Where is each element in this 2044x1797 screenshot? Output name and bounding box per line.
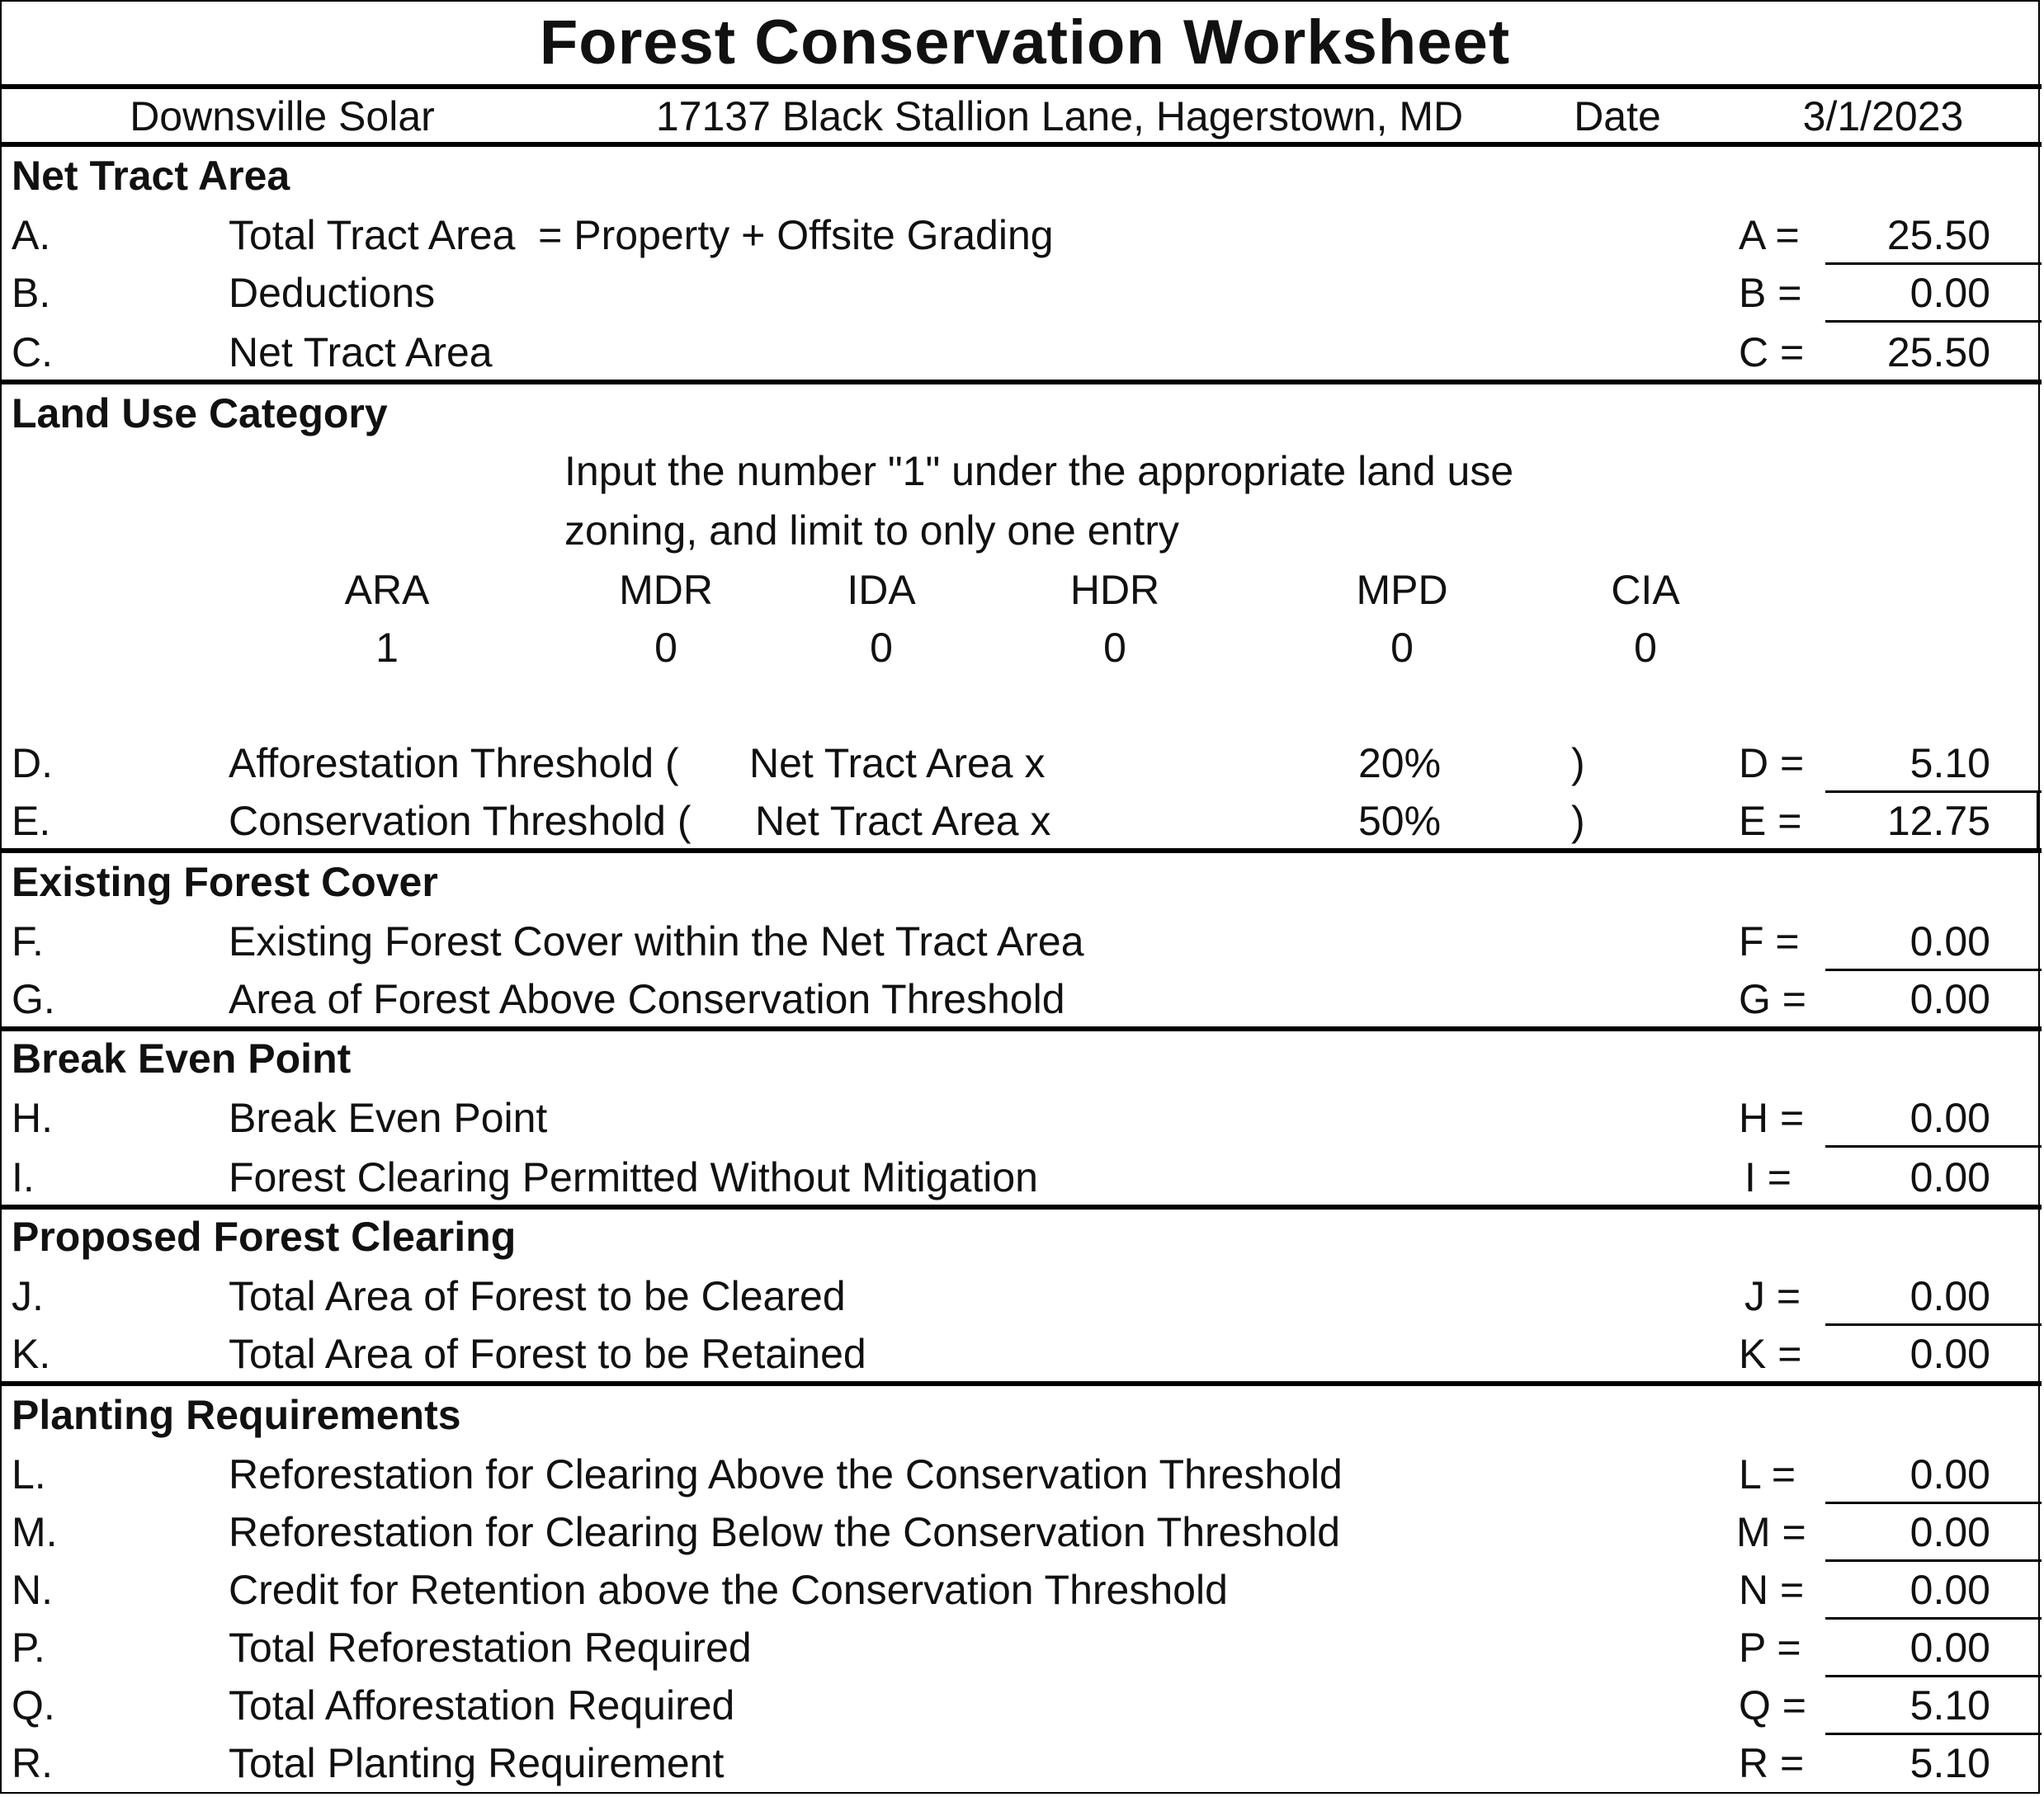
row-value: 0.00 [1909,1273,1990,1319]
row-letter: M. [12,1509,58,1555]
row-label: Deductions [229,270,436,316]
row-value: 0.00 [1909,976,1990,1022]
row-close-paren: ) [1571,740,1585,786]
land-use-value: 0 [1634,625,1657,671]
section-heading-break-even: Break Even Point [12,1035,352,1082]
row-letter: P. [12,1625,45,1671]
row-value: 0.00 [1909,1451,1990,1498]
row-var: N = [1739,1567,1805,1613]
row-var: M = [1736,1509,1806,1555]
land-use-code: HDR [1069,567,1160,613]
value-underline [1825,1502,2042,1504]
row-label: Total Tract Area = Property + Offsite Grading [229,212,1054,258]
date-label: Date [1574,93,1661,139]
land-use-value: 0 [1390,625,1414,671]
row-value: 0.00 [1909,1567,1990,1613]
row-letter: F. [12,918,44,965]
row-letter: A. [12,212,51,258]
row-close-paren: ) [1571,798,1585,844]
row-label: Total Area of Forest to be Retained [229,1331,866,1377]
row-letter: Q. [12,1682,55,1729]
row-letter: D. [12,740,53,786]
land-use-code: ARA [344,567,430,613]
border-segment [2037,790,2039,848]
row-label: Forest Clearing Permitted Without Mitigation [229,1154,1038,1200]
land-use-value: 0 [654,625,677,671]
row-var: P = [1739,1625,1801,1671]
row-value: 0.00 [1909,1095,1990,1141]
land-use-value: 0 [870,625,893,671]
row-var: Q = [1739,1682,1806,1729]
project-name: Downsville Solar [130,93,435,139]
section-heading-proposed: Proposed Forest Clearing [12,1214,517,1260]
date-value: 3/1/2023 [1802,93,1964,139]
row-var: J = [1744,1273,1801,1319]
row-var: E = [1739,798,1802,844]
section-heading-planting: Planting Requirements [12,1392,461,1438]
row-percent: 50% [1357,798,1442,844]
value-underline [1825,969,2042,971]
row-value: 0.00 [1909,1331,1990,1377]
row-var: A = [1739,212,1800,258]
instruction-line-2: zoning, and limit to only one entry [564,507,1179,554]
value-underline [1825,1733,2042,1735]
row-label: Existing Forest Cover within the Net Tract Area [229,918,1084,965]
divider [2,1026,2042,1031]
divider [2,848,2042,853]
row-letter: R. [12,1740,53,1786]
row-label: Net Tract Area [229,329,493,375]
row-percent: 20% [1357,740,1442,786]
row-letter: I. [12,1154,35,1200]
row-label: Total Planting Requirement [229,1740,725,1786]
row-label: Total Reforestation Required [229,1625,752,1671]
row-label: Credit for Retention above the Conservation Threshold [229,1567,1228,1613]
divider [2,1205,2042,1210]
row-label: Break Even Point [229,1095,548,1141]
row-basis: Net Tract Area x [755,798,1051,844]
row-value: 5.10 [1909,740,1990,786]
value-underline [1825,1559,2042,1562]
row-var: L = [1739,1451,1796,1498]
row-value: 25.50 [1886,329,1990,375]
row-value: 0.00 [1909,1509,1990,1555]
row-var: D = [1739,740,1805,786]
row-label: Total Area of Forest to be Cleared [229,1273,846,1319]
row-var: C = [1739,329,1805,375]
row-letter: E. [12,798,51,844]
divider [2,1381,2042,1386]
value-underline [1825,1617,2042,1620]
value-underline [1825,262,2042,265]
row-var: G = [1739,976,1806,1022]
divider [2,84,2042,89]
row-letter: B. [12,270,51,316]
land-use-code: MPD [1356,567,1448,613]
row-value: 12.75 [1886,798,1990,844]
row-label: Total Afforestation Required [229,1682,735,1729]
row-value: 25.50 [1886,212,1990,258]
section-heading-net-tract: Net Tract Area [12,153,290,199]
value-underline [1825,790,2042,793]
row-label: Area of Forest Above Conservation Threshold [229,976,1065,1022]
page-title: Forest Conservation Worksheet [539,7,1511,78]
row-letter: G. [12,976,55,1022]
row-label: Reforestation for Clearing Below the Conservation Threshold [229,1509,1341,1555]
row-basis: Net Tract Area x [749,740,1046,786]
row-letter: H. [12,1095,53,1141]
row-letter: L. [12,1451,46,1498]
row-letter: K. [12,1331,51,1377]
row-value: 0.00 [1909,918,1990,965]
row-value: 0.00 [1909,1154,1990,1200]
row-label: Conservation Threshold ( [229,798,692,844]
row-var: K = [1739,1331,1802,1377]
row-var: B = [1739,270,1802,316]
value-underline [1825,1145,2042,1148]
row-var: H = [1739,1095,1805,1141]
land-use-value: 1 [375,625,399,671]
row-letter: N. [12,1567,53,1613]
section-heading-existing: Existing Forest Cover [12,859,438,905]
instruction-line-1: Input the number "1" under the appropriate land use [564,448,1514,494]
land-use-value: 0 [1103,625,1126,671]
row-label: Reforestation for Clearing Above the Conservation Threshold [229,1451,1343,1498]
divider [2,142,2042,147]
divider [2,380,2042,384]
row-letter: C. [12,329,53,375]
row-var: F = [1739,918,1800,965]
project-address: 17137 Black Stallion Lane, Hagerstown, MD [655,93,1464,139]
section-heading-land-use: Land Use Category [12,390,388,436]
land-use-code: MDR [619,567,713,613]
row-value: 5.10 [1909,1740,1990,1786]
row-letter: J. [12,1273,44,1319]
value-underline [1825,1675,2042,1677]
row-value: 0.00 [1909,1625,1990,1671]
value-underline [1825,320,2042,323]
value-underline [1825,1323,2042,1326]
row-var: R = [1739,1740,1805,1786]
row-value: 0.00 [1909,270,1990,316]
land-use-code: CIA [1611,567,1680,613]
row-value: 5.10 [1909,1682,1990,1729]
land-use-code: IDA [847,567,916,613]
row-var: I = [1744,1154,1791,1200]
row-label: Afforestation Threshold ( [229,740,679,786]
